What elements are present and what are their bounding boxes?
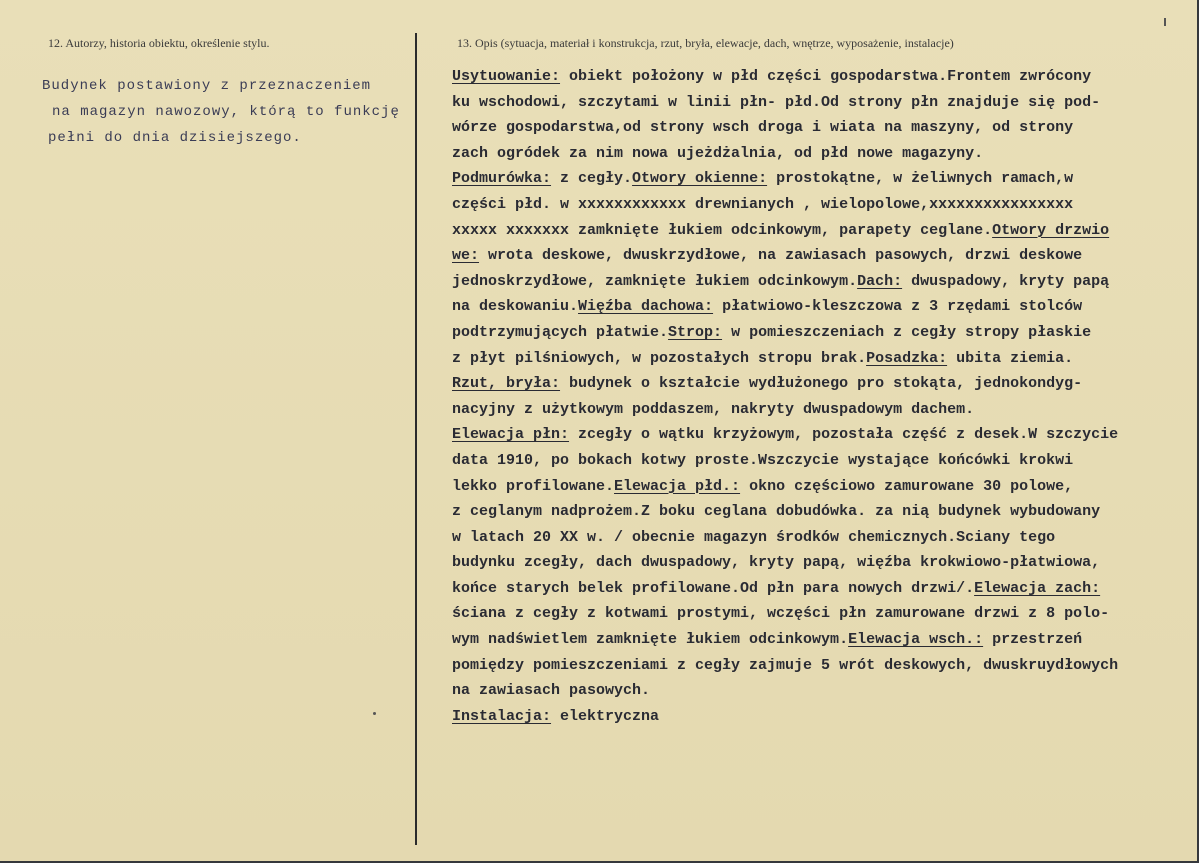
description-line [452,678,1197,704]
description-fragment: na zawiasach pasowych. [452,682,651,700]
description-fragment: ku wschodowi, szczytami w linii płn- płd.Od strony płn znajduje się pod- [452,93,1101,111]
description-line [452,269,1197,295]
description-line [452,90,1197,116]
description-line [452,218,1197,244]
description-fragment: lekko profilowane. [452,477,615,495]
description-line [452,320,1197,346]
description-fragment: w pomieszczeniach z cegły stropy płaskie [722,323,1092,341]
description-line [452,525,1197,551]
section-heading: Elewacja płd.: [614,477,741,495]
description-fragment: prostokątne, w żeliwnych ramach,w [767,170,1074,188]
description-fragment: w latach 20 XX w. / obecnie magazyn środków chemicznych.Sciany tego [452,528,1056,546]
description-line [452,64,1197,90]
section-heading: Elewacja zach: [974,579,1101,597]
description-text [452,64,1192,729]
section-heading: Posadzka: [866,349,948,367]
paper-speck [373,712,376,715]
description-fragment: z płyt pilśniowych, w pozostałych stropu brak. [452,349,867,367]
description-line [452,474,1197,500]
description-fragment: budynku zcegły, dach dwuspadowy, kryty papą, więźba krokwiowo-płatwiowa, [452,554,1101,572]
description-fragment: xxxxx xxxxxxx zamknięte łukiem odcinkowym, parapety ceglane. [452,221,993,239]
description-fragment: wórze gospodarstwa,od strony wsch droga i wiata na maszyny, od strony [452,119,1074,137]
description-line [452,346,1197,372]
description-fragment: elektryczna [551,707,660,725]
history-text [42,73,414,151]
section-heading: Instalacja: [452,707,552,725]
section-heading: Elewacja płn: [452,426,570,444]
description-fragment: obiekt położony w płd części gospodarstwa.Frontem zwrócony [560,68,1092,85]
description-line [452,397,1197,423]
description-line [452,499,1197,525]
description-fragment: nacyjny z użytkowym poddaszem, nakryty dwuspadowym dachem. [452,400,975,418]
description-fragment: z cegły. [551,170,633,188]
description-line [452,243,1197,269]
section-heading: Podmurówka: [452,170,552,188]
column-divider [415,33,417,845]
description-fragment: zcegły o wątku krzyżowym, pozostała część z desek.W szczycie [569,426,1119,444]
description-fragment: dwuspadowy, kryty papą [902,272,1110,290]
description-fragment: płatwiowo-kleszczowa z 3 rzędami stolców [713,298,1083,316]
description-fragment: wym nadświetlem zamknięte łukiem odcinkowym. [452,631,849,649]
description-fragment: budynek o kształcie wydłużonego pro stokąta, jednokondyg- [560,375,1083,393]
description-fragment: wrota deskowe, dwuskrzydłowe, na zawiasach pasowych, drzwi deskowe [479,247,1083,265]
description-line [452,166,1197,192]
section-heading: Otwory okienne: [632,170,768,188]
description-line [452,601,1197,627]
description-line [452,704,1197,730]
description-fragment: zach ogródek za nim nowa ujeżdżalnia, od płd nowe magazyny. [452,144,984,162]
description-line [452,141,1197,167]
description-line [452,550,1197,576]
history-line: Budynek postawiony z przeznaczeniem [42,78,372,94]
section-heading: Dach: [857,272,903,290]
description-fragment: okno częściowo zamurowane 30 polowe, [740,477,1074,495]
section-13-header: 13. Opis (sytuacja, materiał i konstrukcja, rzut, bryła, elewacje, dach, wnętrze, wyposażenie, instalacje) [457,36,954,50]
description-fragment: jednoskrzydłowe, zamknięte łukiem odcinkowym. [452,272,858,290]
description-fragment: data 1910, po bokach kotwy proste.Wszczycie wystające końcówki krokwi [452,451,1074,469]
section-heading: Usytuowanie: [452,68,561,85]
description-line [452,115,1197,141]
section-heading: Elewacja wsch.: [848,631,984,649]
description-fragment: przestrzeń [983,631,1083,649]
section-heading: we: [452,247,480,265]
description-fragment: pomiędzy pomieszczeniami z cegły zajmuje 5 wrót deskowych, dwuskruydłowych [452,656,1119,674]
description-line [452,627,1197,653]
section-heading: Strop: [668,323,723,341]
history-line: na magazyn nawozowy, którą to funkcję [52,104,400,120]
description-fragment: końce starych belek profilowane.Od płn para nowych drzwi/. [452,579,975,597]
description-line [452,422,1197,448]
description-line [452,576,1197,602]
description-line [452,192,1197,218]
description-fragment: podtrzymujących płatwie. [452,323,669,341]
description-line [452,294,1197,320]
section-heading: Rzut, bryła: [452,375,561,393]
history-line: pełni do dnia dzisiejszego. [48,130,302,146]
section-12-header: 12. Autorzy, historia obiektu, określenie stylu. [48,36,270,50]
description-line [452,371,1197,397]
description-fragment: części płd. w xxxxxxxxxxxx drewnianych , wielopolowe,xxxxxxxxxxxxxxxx [452,195,1074,213]
description-fragment: ubita ziemia. [947,349,1074,367]
description-line [452,448,1197,474]
section-heading: Otwory drzwio [992,221,1110,239]
description-fragment: na deskowaniu. [452,298,579,316]
section-heading: Więźba dachowa: [578,298,714,316]
paper-mark [1164,18,1166,26]
description-fragment: z ceglanym nadprożem.Z boku ceglana dobudówka. za nią budynek wybudowany [452,503,1101,521]
description-fragment: ściana z cegły z kotwami prostymi, wczęści płn zamurowane drzwi z 8 polo- [452,605,1110,623]
description-line [452,653,1197,679]
